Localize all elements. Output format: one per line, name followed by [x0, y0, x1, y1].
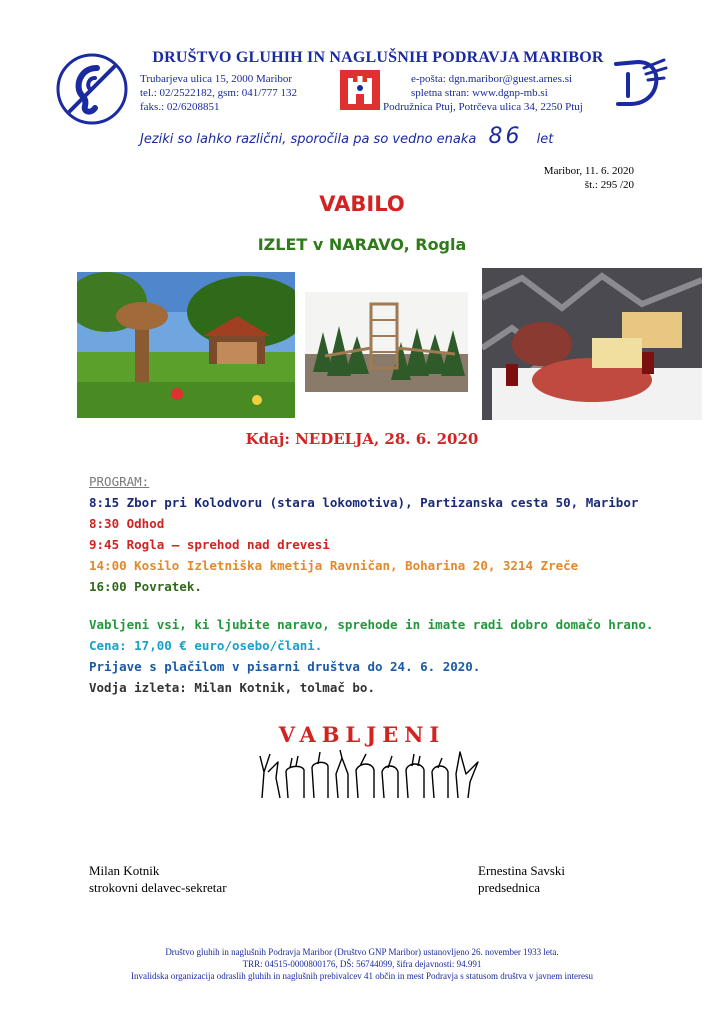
- signature-left: [89, 862, 227, 896]
- leader-text: Vodja izleta: Milan Kotnik, tolmač bo.: [89, 680, 375, 695]
- contact-left: [140, 72, 297, 114]
- signer-name: Ernestina Savski: [478, 863, 566, 878]
- signer-name: Milan Kotnik: [89, 863, 160, 878]
- program-label: PROGRAM:: [89, 474, 150, 489]
- website[interactable]: spletna stran: www.dgnp-mb.si: [411, 87, 548, 99]
- slogan-text: Jeziki so lahko različni, sporočila pa so vedno enaka: [140, 132, 477, 147]
- reference-number: št.: 295 /20: [584, 179, 634, 191]
- program-item: 9:45 Rogla – sprehod nad drevesi: [89, 537, 330, 552]
- footer-line: Invalidska organizacija odraslih gluhih in naglušnih prebivalcev 41 občin in mest Podravja s statusom društva v javnem interesu: [131, 971, 593, 981]
- deaf-ear-logo-icon: [55, 52, 129, 126]
- page-subtitle: IZLET v NARAVO, Rogla: [257, 235, 467, 254]
- footer-line: Društvo gluhih in naglušnih Podravja Maribor (Društvo GNP Maribor) ustanovljeno 26. november 1933 leta.: [165, 947, 559, 957]
- closing-heading: VABLJENI: [278, 722, 446, 747]
- slogan: [140, 124, 553, 149]
- program-item: 14:00 Kosilo Izletniška kmetija Ravničan, Boharina 20, 3214 Zreče: [89, 558, 579, 573]
- date: Maribor, 11. 6. 2020: [543, 165, 634, 177]
- price-text: Cena: 17,00 € euro/osebo/člani.: [89, 638, 323, 653]
- photo-picnic-area: [77, 272, 295, 418]
- footer-line: TRR: 04515-0000800176, DŠ: 56744099, šifra dejavnosti: 94.991: [242, 959, 482, 969]
- sign-language-hands-icon: [256, 748, 486, 802]
- address: Trubarjeva ulica 15, 2000 Maribor: [140, 73, 293, 85]
- program-item: 8:30 Odhod: [89, 516, 165, 531]
- photo-food-platter: [482, 268, 702, 420]
- email[interactable]: e-pošta: dgn.maribor@guest.arnes.si: [411, 73, 573, 85]
- footer: [0, 946, 724, 982]
- signup-text: Prijave s plačilom v pisarni društva do 24. 6. 2020.: [89, 659, 481, 674]
- photo-treetop-walk: [305, 292, 468, 392]
- signer-role: predsednica: [478, 880, 541, 895]
- branch: Podružnica Ptuj, Potrčeva ulica 34, 2250 Ptuj: [383, 101, 583, 113]
- years-number: 86: [488, 124, 523, 149]
- program-item: 8:15 Zbor pri Kolodvoru (stara lokomotiva), Partizanska cesta 50, Maribor: [89, 495, 639, 510]
- page-title: VABILO: [319, 192, 405, 216]
- event-date: Kdaj: NEDELJA, 28. 6. 2020: [245, 430, 479, 448]
- org-name: DRUŠTVO GLUHIH IN NAGLUŠNIH PODRAVJA MARIBOR: [152, 49, 604, 66]
- signer-role: strokovni delavec-sekretar: [89, 880, 227, 895]
- city-crest-icon: [338, 68, 382, 112]
- contact-right: [383, 72, 583, 114]
- phone: tel.: 02/2522182, gsm: 041/777 132: [140, 87, 298, 99]
- program-item: 16:00 Povratek.: [89, 579, 202, 594]
- signature-right: [478, 862, 565, 896]
- years-word: let: [536, 132, 554, 147]
- fax: faks.: 02/6208851: [140, 101, 220, 113]
- date-ref: [544, 164, 634, 192]
- invite-text: Vabljeni vsi, ki ljubite naravo, sprehode in imate radi dobro domačo hrano.: [89, 617, 654, 632]
